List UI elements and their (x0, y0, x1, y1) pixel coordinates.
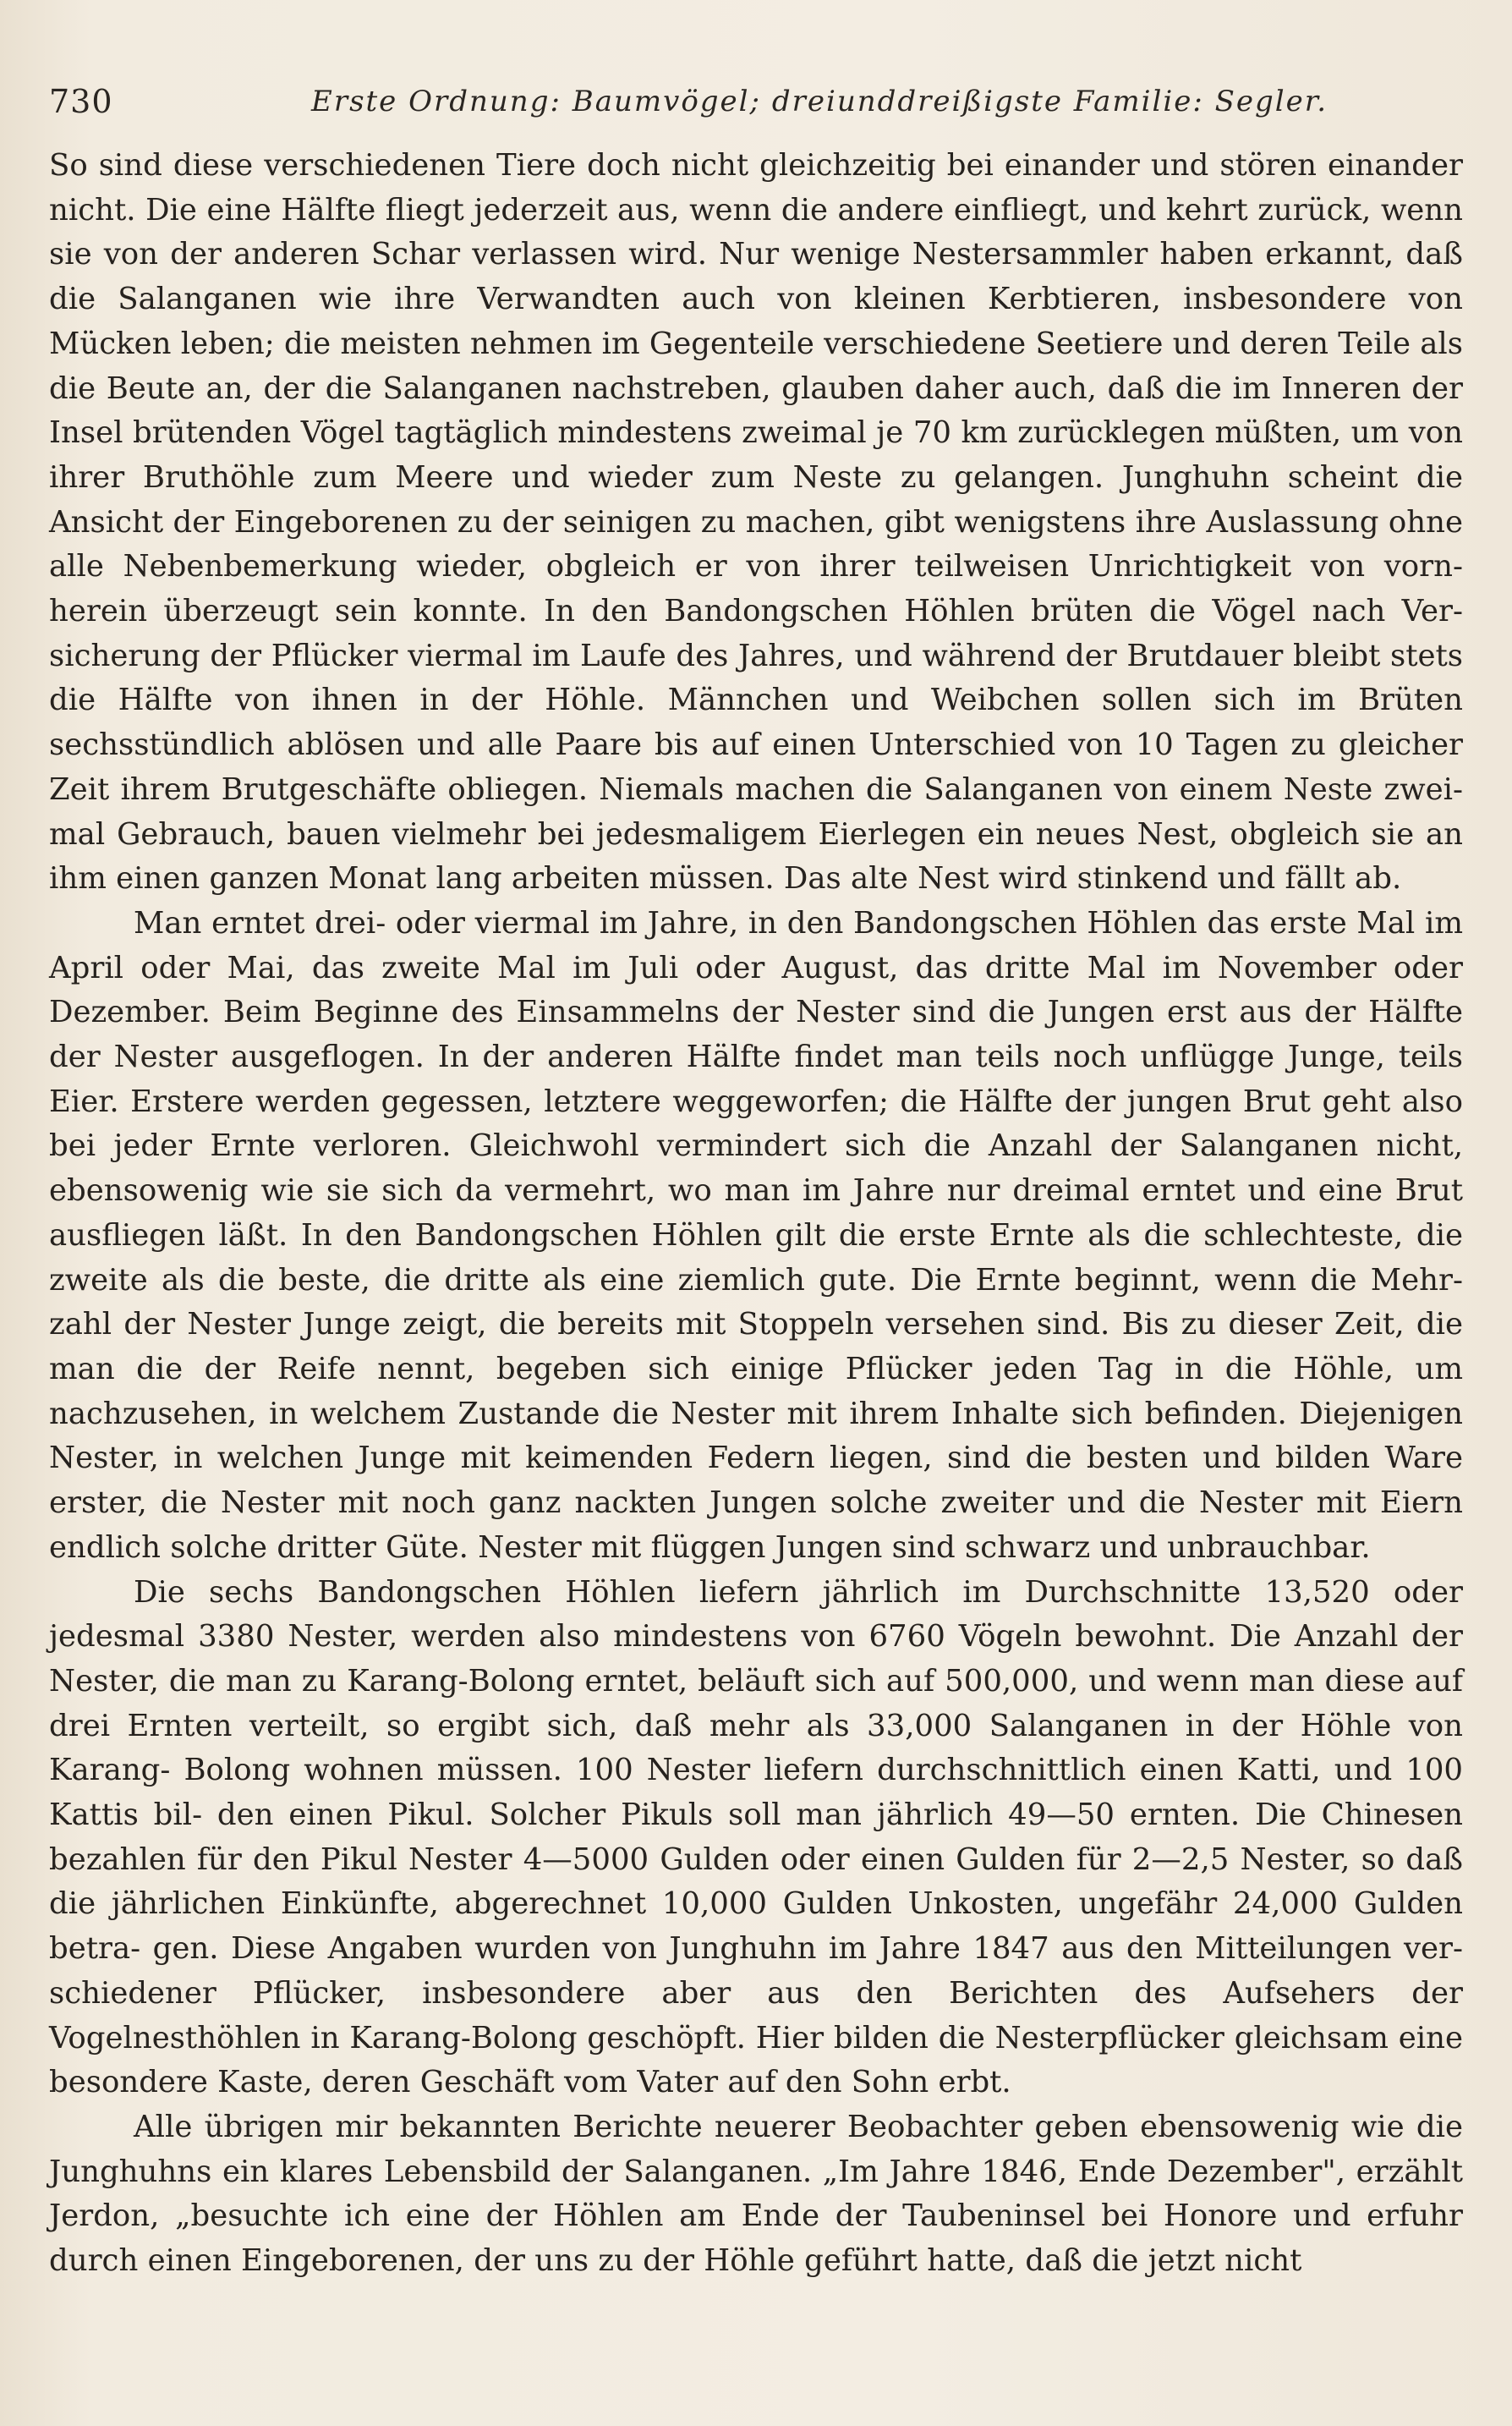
paragraph-4: Alle übrigen mir bekannten Berichte neuerer Beobachter geben ebensowenig wie die Junghuhns ein klares Lebensbild der Salanganen. „Im Jahre 1846, Ende Dezember", erzählt Jerdon, „besuchte ich eine der Höhlen am Ende der Taubeninsel bei Honore und erfuhr durch einen Eingeborenen, der uns zu der Höhle geführt hatte, daß die jetzt nicht (49, 2109, 1463, 2279)
page-number: 730 (49, 83, 113, 120)
body-text (49, 144, 1463, 2411)
paragraph-3: Die sechs Bandongschen Höhlen liefern jährlich im Durchschnitte 13,520 oder jedesmal 3380 Nester, werden also mindestens von 6760 Vögeln bewohnt. Die Anzahl der Nester, die man zu Karang-Bolong erntet, beläuft sich auf 500,000, und wenn man diese auf drei Ernten verteilt, so ergibt sich, daß mehr als 33,000 Salanganen in der Höhle von Karang- Bolong wohnen müssen. 100 Nester liefern durchschnittlich einen Katti, und 100 Kattis bil- den einen Pikul. Solcher Pikuls soll man jährlich 49—50 ernten. Die Chinesen bezahlen für den Pikul Nester 4—5000 Gulden oder einen Gulden für 2—2,5 Nester, so daß die jährlichen Einkünfte, abgerechnet 10,000 Gulden Unkosten, ungefähr 24,000 Gulden betra- gen. Diese Angaben wurden von Junghuhn im Jahre 1847 aus den Mitteilungen ver- schiedener Pflücker, insbesondere aber aus den Berichten des Aufsehers der Vogelnesthöhlen in Karang-Bolong geschöpft. Hier bilden die Nesterpflücker gleichsam eine besondere Kaste, deren Geschäft vom Vater auf den Sohn erbt. (49, 1574, 1463, 2100)
running-head: Erste Ordnung: Baumvögel; dreiunddreißigste Familie: Segler. (311, 85, 1328, 118)
page-header (49, 83, 1453, 134)
paragraph-2: Man erntet drei- oder viermal im Jahre, in den Bandongschen Höhlen das erste Mal im April oder Mai, das zweite Mal im Juli oder August, das dritte Mal im November oder Dezember. Beim Beginne des Einsammelns der Nester sind die Jungen erst aus der Hälfte der Nester ausgeflogen. In der anderen Hälfte findet man teils noch unflügge Junge, teils Eier. Erstere werden gegessen, letztere weggeworfen; die Hälfte der jungen Brut geht also bei jeder Ernte verloren. Gleichwohl vermindert sich die Anzahl der Salanganen nicht, ebensowenig wie sie sich da vermehrt, wo man im Jahre nur dreimal erntet und eine Brut ausfliegen läßt. In den Bandongschen Höhlen gilt die erste Ernte als die schlechteste, die zweite als die beste, die dritte als eine ziemlich gute. Die Ernte beginnt, wenn die Mehr- zahl der Nester Junge zeigt, die bereits mit Stoppeln versehen sind. Bis zu dieser Zeit, die man die der Reife nennt, begeben sich einige Pflücker jeden Tag in die Höhle, um nachzusehen, in welchem Zustande die Nester mit ihrem Inhalte sich befinden. Diejenigen Nester, in welchen Junge mit keimenden Federn liegen, sind die besten und bilden Ware erster, die Nester mit noch ganz nackten Jungen solche zweiter und die Nester mit Eiern endlich solche dritter Güte. Nester mit flüggen Jungen sind schwarz und unbrauchbar. (49, 905, 1463, 1565)
paragraph-1: So sind diese verschiedenen Tiere doch nicht gleichzeitig bei einander und stören einander nicht. Die eine Hälfte fliegt jederzeit aus, wenn die andere einfliegt, und kehrt zurück, wenn sie von der anderen Schar verlassen wird. Nur wenige Nestersammler haben erkannt, daß die Salanganen wie ihre Verwandten auch von kleinen Kerbtieren, insbesondere von Mücken leben; die meisten nehmen im Gegenteile verschiedene Seetiere und deren Teile als die Beute an, der die Salanganen nachstreben, glauben daher auch, daß die im Inneren der Insel brütenden Vögel tagtäglich mindestens zweimal je 70 km zurücklegen müßten, um von ihrer Bruthöhle zum Meere und wieder zum Neste zu gelangen. Junghuhn scheint die Ansicht der Eingeborenen zu der seinigen zu machen, gibt wenigstens ihre Auslassung ohne alle Nebenbemerkung wieder, obgleich er von ihrer teilweisen Unrichtigkeit von vorn- herein überzeugt sein konnte. In den Bandongschen Höhlen brüten die Vögel nach Ver- sicherung der Pflücker viermal im Laufe des Jahres, und während der Brutdauer bleibt stets die Hälfte von ihnen in der Höhle. Männchen und Weibchen sollen sich im Brüten sechsstündlich ablösen und alle Paare bis auf einen Unterschied von 10 Tagen zu gleicher Zeit ihrem Brutgeschäfte obliegen. Niemals machen die Salanganen von einem Neste zwei- mal Gebrauch, bauen vielmehr bei jedesmaligem Eierlegen ein neues Nest, obgleich sie an ihm einen ganzen Monat lang arbeiten müssen. Das alte Nest wird stinkend und fällt ab. (49, 148, 1463, 897)
